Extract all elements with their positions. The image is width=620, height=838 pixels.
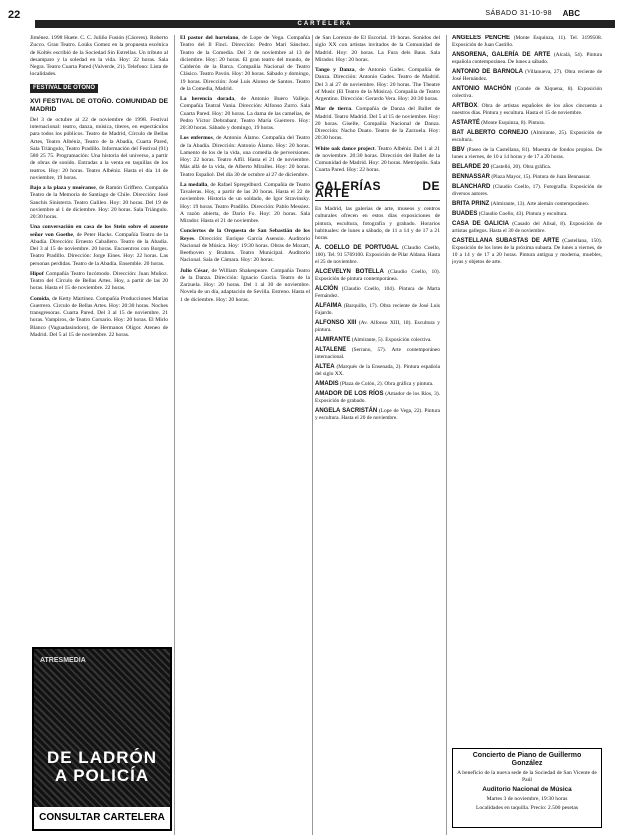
listing-entry: El pastor del hortelano, de Lope de Vega. Compañía Teatro del Il Finci. Dirección: Pedro Mari Sánchez. Teatro de la Comedia. Del 3 de noviembre al 13 de diciembre. Hoy: 20 horas. El gran teatro del mundo, de Calderón de la Barca. Compañía Nacional de Teatro Clásico. Teatro Pavón. Hoy: 20 horas. Sábado y domingo, 19 horas. Dirección: José Luis Alonso de Santos. Teatro de la Comedia, Madrid. [180,35,310,92]
listing-title: ANTONIO MACHÓN [452,86,511,92]
gallery-listing: ALTALENE (Serrano, 57). Arte contemporáneo internacional. [315,347,440,361]
concert-subtitle: A beneficio de la nueva sede de la Sociedad de San Vicente de Paúl [457,770,597,783]
listing-entry: En Madrid, las galerías de arte, museos y centros culturales ofrecen en estos días exposiciones de pintura, escultura, fotografía y grabado. Horarios habituales: de lunes a sábado, de 11 a 14 y de 17 a 21 horas. [315,206,440,241]
listing-title: BRITA PRINZ [452,201,490,207]
listing-title: ALTEA [315,364,335,371]
gallery-listing: BELARDE 20 (Castelló, 20). Obra gráfica. [452,164,552,170]
listing-entry: Jiménez. 1998 Huete. C. C. Juliño Fusión (Cáceres). Roberto Zucco. Gran Teatro. Loúks Gomez en la propuesta escénica de Koltès escribió de la Sociedad Sin Estrellas. Un tributo al desamparo y la soledad en la vida. Hoy: 22 horas. Sala Negra. Teatro Cuarta Pared (Valverde, 21). Telefono: Lista de localidades. [30,35,168,78]
listing-title: AMADOR DE LOS RÍOS [315,391,384,398]
listing-entry: Mar de tierra. Compañía de Danza del Ballet de Madrid. Teatro Madrid. Del 5 al 15 de noviembre. Hoy: 20 horas. Giselle, Compañía Nacional de Danza. Dirección: Nacho Duato. Teatro de la Zarzuela. Hoy: 20:30 horas. [315,106,440,142]
listing-title: BLANCHARD [452,184,491,190]
film-advertisement [32,647,172,831]
listing-title: Bajo a la plaza y muéranse [30,185,96,191]
gallery-listing: ANGELES PENCHE (Monte Esquinza, 11). Tel. 3199508. Exposición de Juan Castillo. [452,35,602,48]
listing-title: A. COELLO DE PORTUGAL [315,245,399,252]
listing-title: ALCEVELYN BOTELLA [315,269,384,276]
page-number: 22 [8,9,21,21]
section-heading: FESTIVAL DE OTOÑO [30,84,98,93]
gallery-listing: AMADOR DE LOS RÍOS (Amador de los Ríos, 3). Exposición de grabado. [315,391,440,405]
gallery-listing: BUADES (Claudio Coello, 43). Pintura y escultura. [452,211,568,217]
listing-title: ALTALENE [315,347,347,354]
listing-title: CASTELLANA SUBASTAS DE ARTE [452,238,560,244]
galleries-heading: GALERÍAS DE ARTE [315,178,440,200]
listing-title: BELARDE 20 [452,164,490,170]
listing-title: ALFAIMA [315,303,342,310]
listing-title: Hipof [30,270,44,277]
concert-tickets: Localidades en taquilla. Precio: 2.500 pesetas [475,804,579,811]
listing-entry: Comida, de Ketty Martínez. Compañía Producciones Marías Guerrero. Circulo de Bellas Artes. Hoy: 20:30 horas. Noches transgresoras. Cuarta Pared. Del 3 al 15 de noviembre. 21 horas. Vampiros, de Teatro Corsario. Hoy: 20 horas. El Mirlo Blanco (Vaguadasindoro), de Hermanos Oligor. Ateneo de Madrid. Del 5 al 15 de noviembre. 22 horas. [30,295,168,338]
listing-title: ALFONSO XIII [315,320,357,327]
listing-entry: Conciertos de la Orquesta de San Sebastián de los Reyes. Dirección: Enrique García Asensio. Auditorio Nacional de Música. Hoy: 19:30 horas. Obras de Mozart, Beethoven y Brahms. Teatro Municipal. Auditorio Nacional. Sala de Cámara. Hoy: 20 horas. [180,228,310,264]
listing-title: Conciertos de la Orquesta de San Sebastián de los Reyes [180,228,310,242]
listing-title: BBV [452,147,465,153]
gallery-listing: CASA DE GALICIA (Casado del Alisal, 8). Exposición de artistas gallegos. Hasta el 30 de noviembre. [452,221,602,234]
gallery-listing: ALCEVELYN BOTELLA (Claudio Coello, 10). Exposición de pintura contemporánea. [315,269,440,283]
listing-title: CASA DE GALICIA [452,221,509,227]
listing-title: ALCIÓN [315,286,338,293]
ad-logo: ATRESMEDIA [40,657,86,664]
listing-title: ASTARTÉ [452,120,480,126]
page-header [0,0,620,27]
listing-title: BUADES [452,211,478,217]
gallery-listing: ANTONIO MACHÓN (Conde de Xiquena, 8). Exposición colectiva. [452,86,602,99]
gallery-listing: AMADIS (Plaza de Colón, 2). Obra gráfica y pintura. [315,381,434,388]
section-band: CARTELERA [35,20,615,28]
gallery-listing: ANGELA SACRISTÁN (Lope de Vega, 22). Pintura y escultura. Hasta el 20 de noviembre. [315,408,440,422]
listing-title: La medalla [180,181,208,188]
listing-title: Comida [30,295,49,302]
gallery-listing: BRITA PRINZ (Almirante, 13). Arte alemán contemporáneo. [452,201,590,207]
gallery-listing: ANTONIO DE BARNOLA (Villanueva, 27). Obra reciente de José Hernández. [452,69,602,82]
concert-date: Martes 3 de noviembre, 19:30 horas [486,795,568,802]
concert-venue: Auditorio Nacional de Música [482,786,572,793]
gallery-listing: ARTBOX. Obra de artistas españoles de los años cincuenta a nuestros días. Pintura y escultura. Hasta el 15 de noviembre. [452,103,602,116]
listing-title: Mar de tierra [315,106,352,113]
gallery-listing: ALCIÓN (Claudio Coello, 104). Pintura de Marta Fernández. [315,286,440,300]
issue-date: SÁBADO 31-10-98 [485,10,552,17]
listing-entry: Hipof Compañía Teatro Incómodo. Dirección: Juan Muñoz. Teatro del Círculo de Bellas Artes. Hoy, a partir de las 20 horas. Hasta el 15 de noviembre. 22 horas. [30,270,168,292]
listing-title: White oak dance project [315,145,375,152]
listing-entry: Tango y Danza, de Antonio Gades. Compañía de Danza. Dirección: Antonio Gades. Teatro de Madrid. Del 3 al 27 de noviembre. Hoy: 20 horas. The Theatre of Music (El Teatro de la Música). Compañía de Teatro Argentino. Dirección: Gerardo Vera. Hoy: 20:30 horas. [315,67,440,102]
column-4 [452,35,602,835]
listing-entry: White oak dance project. Teatro Albéniz. Del 1 al 21 de noviembre. 20:30 horas. Dirección del Ballet de la Comunidad de Madrid. Hoy: 20 horas. Metrópolis. Sala Cuarta Pared. Hoy: 22 horas. [315,145,440,174]
listing-entry: Bajo a la plaza y muéranse, de Ramón Griffero. Compañía Teatro de la Memoria de Santiago de Chile. Dirección: José Sanchis Sinisterra. Teatro Galileo. Hoy: 20 horas. Del 19 de noviembre al 1 de diciembre. Hoy: 20 horas. Sala Triángulo. 20:30 horas. [30,185,168,220]
listing-title: El pastor del hortelano [180,35,239,41]
listing-title: BENNASSAR [452,174,491,180]
listing-entry: de San Lorenzo de El Escorial. 19 horas. Sonidos del siglo XX con artistas invitados de la Comunidad de Madrid. Hoy: 20 horas. La Fura dels Baus. Sala Mirador. Hoy: 20 horas. [315,35,440,63]
gallery-listing: BAT ALBERTO CORNEJO (Almirante, 25). Exposición de escultura. [452,130,602,143]
gallery-listing: ALTEA (Marqués de la Ensenada, 2). Pintura española del siglo XX. [315,364,440,378]
column-divider [446,35,447,835]
listing-title: La herencia dorada [180,96,235,102]
gallery-listing: BLANCHARD (Claudio Coello, 17). Fotografía. Exposición de diversos autores. [452,184,602,197]
listing-entry: Julio César, de William Shakespeare. Compañía Teatro de la Danza. Dirección: Ignacio García. Teatro de la Zarzuela. Hoy: 20 horas. Del 1 al 30 de noviembre. Novela de un día, adaptación de Sevilla. Estreno. Hasta el 1 de diciembre. Hoy: 20 horas. [180,267,310,303]
gallery-listing: BENNASSAR (Plaza Mayor, 15). Pintura de Juan Bennassar. [452,174,591,180]
listing-title: BAT ALBERTO CORNEJO [452,130,529,136]
listing-title: Julio César [180,267,208,274]
listing-title: AMADIS [315,381,339,388]
gallery-listing: ALFAIMA (Barquillo, 17). Obra reciente de José Luis Fajardo. [315,303,440,317]
gallery-listing: ASTARTÉ (Monte Esquinza, 8). Pintura. [452,120,546,126]
column-3 [315,35,440,835]
listing-title: ARTBOX [452,103,478,109]
gallery-listing: ALMIRANTE (Almirante, 5). Exposición colectiva. [315,337,432,344]
listing-title: Una conversación en casa de los Stein sobre el ausente señor von Goethe [30,224,168,238]
festival-heading: XVI FESTIVAL DE OTOÑO. COMUNIDAD DE MADRID [30,97,168,113]
column-divider [174,35,175,835]
listing-title: ANGELES PENCHE [452,35,511,41]
listing-title: Los enfermos [180,135,213,142]
ad-footer: CONSULTAR CARTELERA [34,807,170,829]
gallery-listing: ANSORENA, GALERÍA DE ARTE (Alcalá, 54). Pintura española contemporánea. De lunes a sábado. [452,52,602,65]
concert-title: Concierto de Piano de Guillermo González [472,752,582,767]
listing-title: ALMIRANTE [315,337,351,344]
listing-entry: La medalla, de Rafael Spregelburd. Compañía de Teatro Tavaleras. Hoy, a partir de las 20 horas. Hasta el 22 de noviembre. Historia de un soldado, de Igor Stravinsky. Hoy: 19 horas. Teatro Pradillo. Dirección: Pablo Messiez. A razón abierta, de Darío Fo. Hoy: 20 horas. Sala Mirador. Hasta el 21 de noviembre. [180,181,310,224]
gallery-listing: ALFONSO XIII (Av. Alfonso XIII, 18). Escultura y pintura. [315,320,440,334]
ad-headline: DE LADRÓN A POLICÍA [46,748,158,785]
gallery-listing: A. COELLO DE PORTUGAL (Claudio Coello, 100). Tel. 91 5769100. Exposición de Pilar Aldana. Hasta el 25 de noviembre. [315,245,440,266]
listing-title: Tango y Danza [315,67,355,73]
listing-title: ANSORENA, GALERÍA DE ARTE [452,52,551,58]
listing-entry: Del 3 de octubre al 22 de noviembre de 1998. Festival internacional: teatro, danza, música, títeres, en espectáculos para todos los públicos. Teatro de Madrid, Círculo de Bellas Artes, Teatro Albéniz, Teatro de la Abadía, Cuarta Pared, Sala Triángulo, Teatro Pradillo. Información del Festival (91) 580 25 75. Programación: Una historia del universo, a partir de obras de sonido. Entradas a la venta en taquillas de los teatros. Hoy: 20 horas. Teatro Albéniz. Hasta el día 14 de noviembre, 19 horas. [30,116,168,181]
listing-entry: Una conversación en casa de los Stein sobre el ausente señor von Goethe, de Peter Hacks. Compañía Teatro de la Abadía. Dirección: Ernesto Caballero. Teatro de la Abadía. Del 3 al 15 de noviembre. 20 horas. Encuentros con Borges. Teatro Pradillo. Dirección: Jorge Eines. Hoy: 22 horas. Las personas perdidas. Teatro de la Abadía. Ensemble. 20 horas. [30,224,168,267]
ad-texture [34,649,170,829]
column-divider [312,35,313,835]
listing-title: ANGELA SACRISTÁN [315,408,378,415]
listing-entry: Los enfermos, de Antonio Álamo. Compañía del Teatro de la Abadía. Dirección: Antonio Álamo. Hoy: 20 horas. Lamento de los de la vida, una comedia de perversiones. Hoy: 22 horas. Teatro Alfil. Hasta el 21 de noviembre. Más allá de la vida, de Alberto Miralles. Hoy: 20 horas. Teatro Español. Del día 30 de octubre al 27 de diciembre. [180,135,310,178]
gallery-listing: BBV (Paseo de la Castellana, 81). Muestra de fondos propios. De lunes a viernes, de 10 a 14 horas y de 17 a 20 horas. [452,147,602,160]
concert-advertisement [452,748,602,828]
listing-entry: La herencia dorada, de Antonio Buero Vallejo. Compañía Teatral Vania. Dirección: Alfonso Zurro. Sala Cuarta Pared. Hoy: 20 horas. La dama de las camelias, de Pedro Víctor Debrabant. Teatro María Guerrero. Hoy: 20:30 horas. Sábado y domingo, 19 horas. [180,96,310,131]
gallery-listing: CASTELLANA SUBASTAS DE ARTE (Castellana, 150). Exposición de los lotes de la próxima subasta. De lunes a viernes, de 10 a 14 y de 17 a 20 horas. Pintura antigua y moderna, muebles, joyas y objetos de arte. [452,238,602,265]
newspaper-name: ABC [562,9,580,18]
listing-title: ANTONIO DE BARNOLA [452,69,523,75]
column-2 [180,35,310,835]
